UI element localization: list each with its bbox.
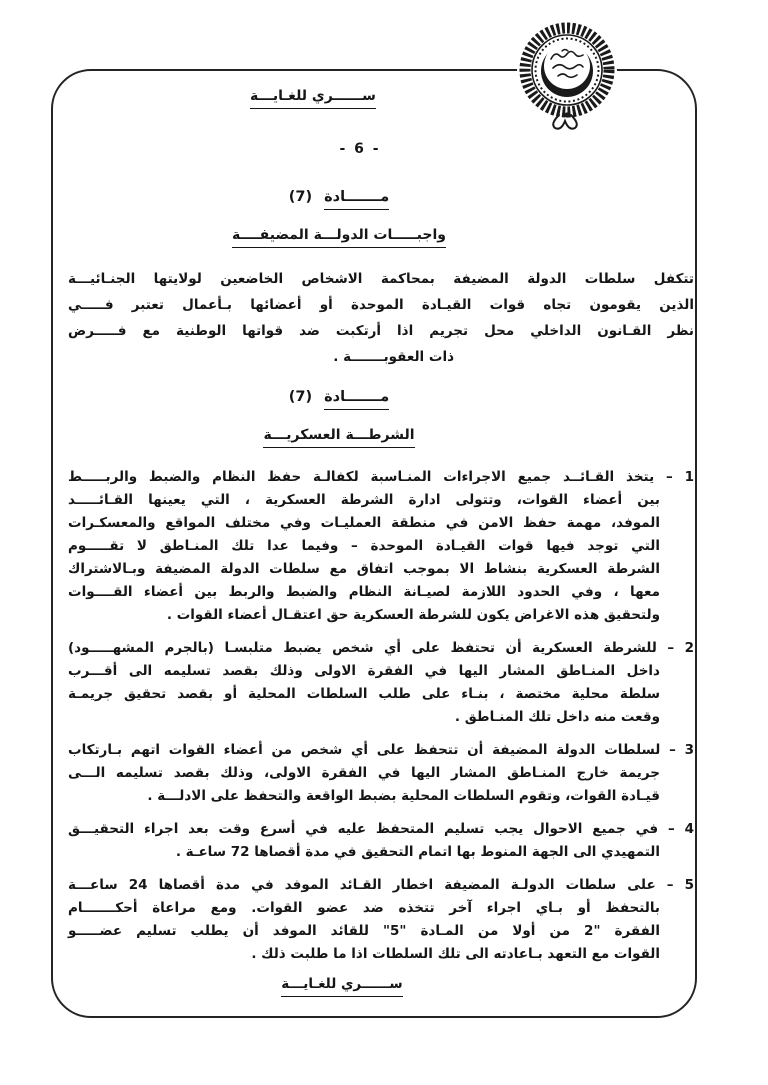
text-line: التمهيدي الى الجهة المنوط بها اتمام التحقيق في مدة أقصاها 72 ساعـة . [175, 844, 660, 860]
classification-footer-text: ســــــري للغـايـــة [281, 976, 402, 997]
classification-header-text: ســــــري للغـايـــة [250, 88, 376, 109]
text-line: ذات العقوبـــــــة . [333, 349, 454, 365]
text-line: وقعت منه داخل تلك المنـاطق . [454, 709, 660, 725]
text-line: بالتحفظ أو بـاي اجراء آخر تتخذه ضد عضو القوات. ومع مراعاة أحكـــــــام [68, 900, 660, 916]
article-title-text: الشرطـــة العسكريـــة [263, 427, 414, 448]
text-line: داخل المنـاطق المشار اليها في الفقرة الاولى وذلك بقصد تسليمه الى أقـــرب [68, 663, 660, 679]
classification-footer [252, 976, 432, 992]
list-item-2 [68, 637, 694, 729]
text-line: الشرطة العسكرية بنشاط الا بموجب اتفاق مع سلطات الدولة المضيفة وبـالاشتراك [68, 561, 660, 577]
text-line: سلطة محلية مختصة ، بنـاء على طلب السلطات المحلية أو بقصد تحقيق جريمـة [68, 686, 660, 702]
text-line: جريمة خارج المنـاطق المشار اليها في الفقرة الاولى، وذلك بقصد تسليمه الـــى [68, 765, 660, 781]
arab-league-emblem-icon [516, 18, 618, 132]
text-line: الموفد، مهمة حفظ الامن في منطقة العمليـات وفي مختلف المواقع والمعسكـرات [68, 515, 660, 531]
text-line: الفقرة "2 من أولا من المـادة "5" للقائد الموفد أن يطلب تسليم عضـــــو [68, 923, 661, 939]
text-line: تتكفل سلطات الدولة المضيفة بمحاكمة الاشخاص الخاضعين لولايتها الجنـائيـــة [68, 271, 694, 287]
text-line: القوات مع التعهد بـاعادته الى تلك السلطات اذا ما طلبت ذلك . [251, 946, 660, 962]
text-line: بين أعضاء القوات، وتتولى ادارة الشرطة العسكرية ، التي يعينها القـائـــــد [68, 492, 660, 508]
article-word: مـــــــادة [324, 189, 389, 210]
text-line: 5 – على سلطات الدولـة المضيفة اخطار القـائد الموفد في مدة أقصاها 24 ساعـــة [68, 877, 695, 893]
article-word: مـــــــادة [324, 389, 389, 410]
classification-header [218, 88, 408, 104]
article-7b-title [26, 424, 652, 446]
text-line: 2 – للشرطة العسكرية أن تحتفظ على أي شخص يضبط متلبسـا (بالجرم المشهـــــود) [68, 640, 694, 656]
text-line: نظر القـانون الداخلي محل تجريم اذا أرتكبت ضد قواتها الوطنية مع فـــــرض [68, 323, 694, 339]
list-item-5 [68, 874, 694, 966]
article-number: (7) [288, 189, 313, 205]
text-line: الذين يقومون تجاه قوات القيـادة الموحدة أو أعضائها بـأعمال تعتبر فـــــي [68, 297, 694, 313]
text-line: ولتحقيق هذه الاغراض يكون للشرطة العسكرية حق اعتقـال أعضاء القوات . [166, 607, 660, 623]
list-item-4 [68, 818, 694, 864]
article-7a-paragraph [68, 266, 694, 370]
text-line: 4 – في جميع الاحوال يجب تسليم المتحفظ عليه في أسرع وقت بعد اجراء التحقيـــق [68, 821, 694, 837]
text-line: معها ، وفي الحدود اللازمة لصيـانة النظام والضبط والربط بين أعضاء القــــوات [68, 584, 660, 600]
page-number: - 6 - [339, 141, 381, 157]
article-7a-heading [26, 186, 652, 208]
article-title-text: واجبـــــات الدولـــة المضيفــــة [232, 227, 446, 248]
text-line: 3 – لسلطات الدولة المضيفة أن تتحفظ على أي شخص من أعضاء القوات اتهم بـارتكاب [68, 742, 694, 758]
article-7b-heading [26, 386, 652, 408]
article-7a-title [26, 224, 652, 246]
text-line: قيـادة القوات، وتقوم السلطات المحلية بضبط الواقعة والتحفظ على الادلـــة . [147, 788, 660, 804]
list-item-3 [68, 739, 694, 808]
article-number: (7) [288, 389, 313, 405]
document-content [68, 186, 694, 976]
text-line: 1 – يتخذ القـائــد جميع الاجراءات المنـاسبة لكفالـة حفظ النظام والضبط والربـــــط [68, 469, 694, 485]
text-line: التي توجد فيها قوات القيـادة الموحدة – وفيما عدا تلك المنـاطق لا تقـــــوم [68, 538, 660, 554]
list-item-1 [68, 466, 694, 627]
